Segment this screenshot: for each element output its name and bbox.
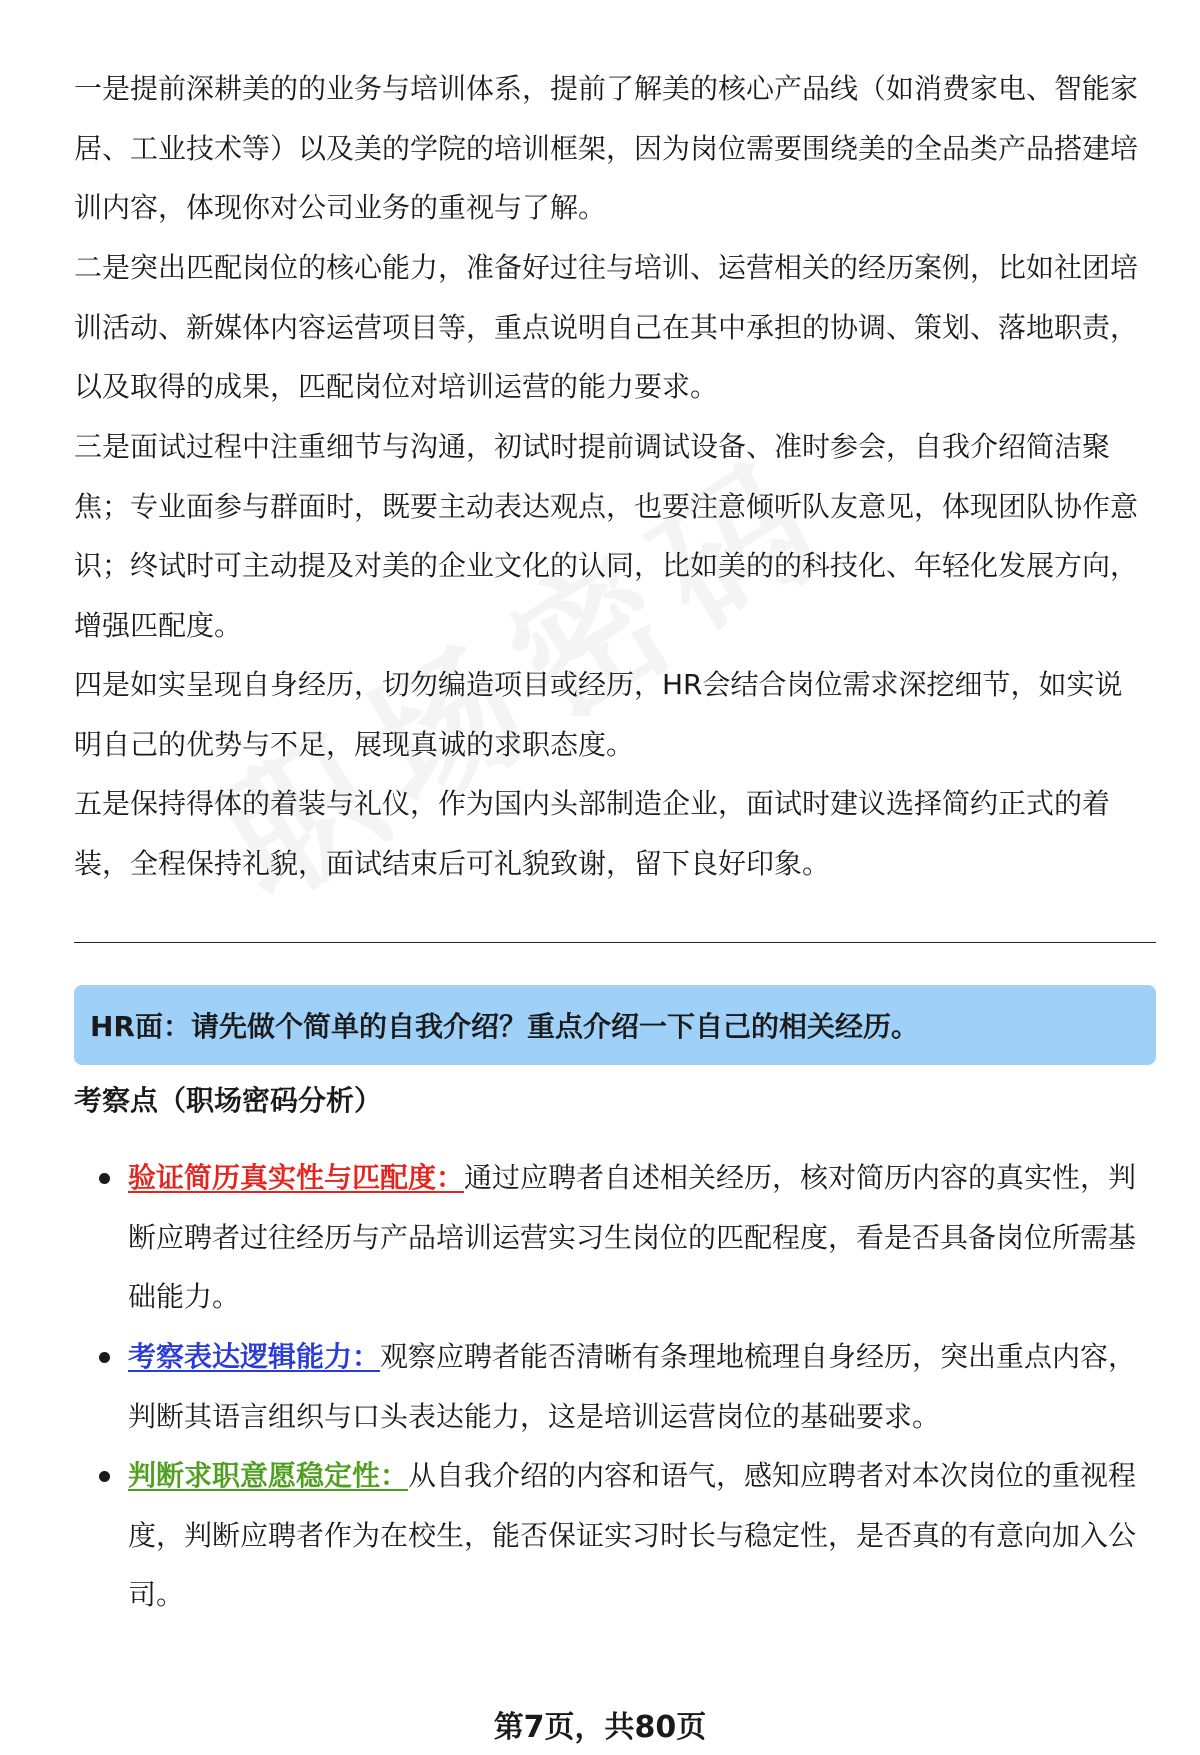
bullet-text: 从自我介绍的内容和语气，感知应聘者对本次岗位的重视程度，判断应聘者作为在校生，能否保证实习时长与稳定性，是否真的有意向加入公司。: [128, 1459, 1137, 1611]
divider-line: [74, 942, 1156, 943]
bullet-key: 考察表达逻辑能力：: [128, 1340, 381, 1373]
page-footer: 第7页，共80页: [493, 1710, 707, 1745]
bullet-item: [128, 1327, 1158, 1446]
paragraph-5: 五是保持得体的着装与礼仪，作为国内头部制造企业，面试时建议选择简约正式的着装，全程保持礼貌，面试结束后可礼貌致谢，留下良好印象。: [74, 787, 1111, 880]
bullet-text: 通过应聘者自述相关经历，核对简历内容的真实性，判断应聘者过往经历与产品培训运营实习生岗位的匹配程度，看是否具备岗位所需基础能力。: [128, 1161, 1137, 1313]
bullet-dot-icon: [99, 1352, 110, 1363]
bullet-dot-icon: [99, 1173, 110, 1184]
bullet-text: 观察应聘者能否清晰有条理地梳理自身经历，突出重点内容，判断其语言组织与口头表达能力，这是培训运营岗位的基础要求。: [128, 1340, 1137, 1433]
bullet-item: [128, 1446, 1158, 1625]
paragraph-2: 二是突出匹配岗位的核心能力，准备好过往与培训、运营相关的经历案例，比如社团培训活动、新媒体内容运营项目等，重点说明自己在其中承担的协调、策划、落地职责，以及取得的成果，匹配岗位对培训运营的能力要求。: [74, 251, 1139, 403]
question-text: HR面：请先做个简单的自我介绍？重点介绍一下自己的相关经历。: [90, 1010, 919, 1043]
paragraph-4: 四是如实呈现自身经历，切勿编造项目或经历，HR会结合岗位需求深挖细节，如实说明自己的优势与不足，展现真诚的求职态度。: [74, 668, 1123, 761]
bullet-key: 验证简历真实性与匹配度：: [128, 1161, 465, 1194]
section-title: 考察点（职场密码分析）: [74, 1084, 383, 1117]
paragraph-3: 三是面试过程中注重细节与沟通，初试时提前调试设备、准时参会，自我介绍简洁聚焦；专业面参与群面时，既要主动表达观点，也要注意倾听队友意见，体现团队协作意识；终试时可主动提及对美的企业文化的认同，比如美的的科技化、年轻化发展方向，增强匹配度。: [74, 430, 1139, 642]
paragraph-1: 一是提前深耕美的的业务与培训体系，提前了解美的核心产品线（如消费家电、智能家居、工业技术等）以及美的学院的培训框架，因为岗位需要围绕美的全品类产品搭建培训内容，体现你对公司业务的重视与了解。: [74, 72, 1139, 224]
question-box: [74, 985, 1156, 1065]
bullet-item: [128, 1148, 1158, 1327]
bullet-dot-icon: [99, 1471, 110, 1482]
bullet-key: 判断求职意愿稳定性：: [128, 1459, 409, 1492]
